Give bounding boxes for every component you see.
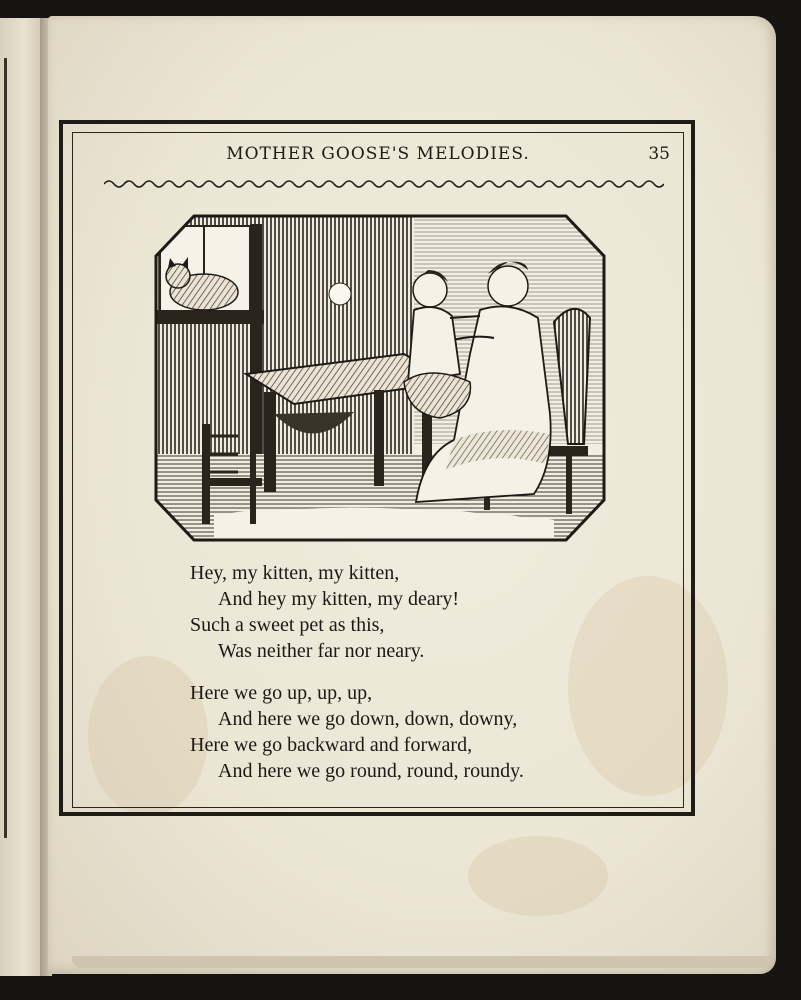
running-head [72,144,684,170]
stanza-1 [190,560,660,664]
page-header-title: MOTHER GOOSE'S MELODIES. [226,144,530,164]
verse-line: And here we go down, down, downy, [218,708,518,730]
verse-line: And hey my kitten, my deary! [218,588,460,610]
verse-line: And here we go round, round, roundy. [218,760,524,782]
facing-page-edge [0,18,44,976]
verse-line: Such a sweet pet as this, [190,614,385,636]
page-number: 35 [648,144,670,164]
verse-line: Hey, my kitten, my kitten, [190,562,400,584]
verse-line: Here we go backward and forward, [190,734,473,756]
paper-stain [468,836,608,916]
stanza-2 [190,680,660,784]
verse-line: Was neither far nor neary. [218,640,425,662]
woodcut-mother-child-kitten-illustration [154,214,606,542]
wavy-rule-divider [104,176,664,192]
facing-page-border-rule [4,58,7,838]
verse-line: Here we go up, up, up, [190,682,373,704]
page-bottom-edge [72,956,772,968]
poem-verse [190,560,660,800]
